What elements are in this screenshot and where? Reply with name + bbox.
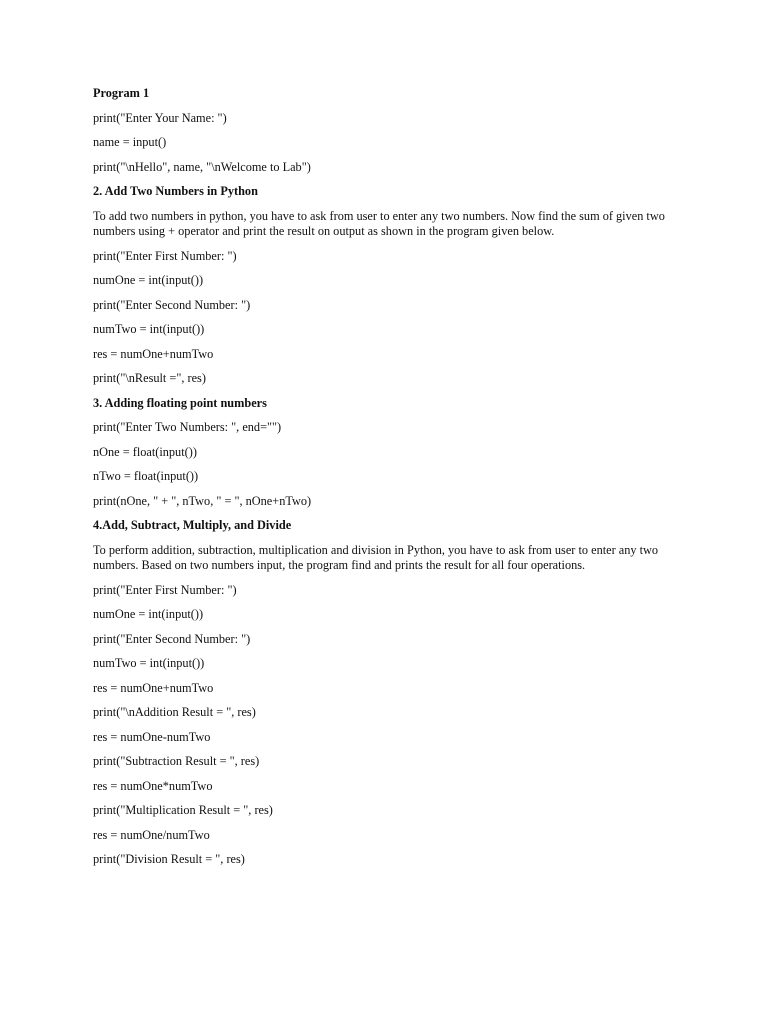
code-line: res = numOne-numTwo bbox=[93, 729, 211, 744]
code-line: print("Enter Two Numbers: ", end="") bbox=[93, 420, 282, 434]
code-line: print("Enter Your Name: ") bbox=[93, 110, 227, 125]
code-line: numOne = int(input()) bbox=[93, 607, 204, 621]
code-line: numTwo = int(input()) bbox=[93, 322, 205, 336]
code-line: print("Division Result = ", res) bbox=[93, 852, 245, 866]
code-line: res = numOne+numTwo bbox=[93, 346, 214, 361]
code-line: print("Enter Second Number: ") bbox=[93, 631, 251, 646]
section-paragraph: To perform addition, subtraction, multiplication and division in Python, you have to ask from user to enter any two numbers. Based on two numbers input, the program find and prints the result for all four operations. bbox=[93, 542, 659, 572]
section-heading: 4.Add, Subtract, Multiply, and Divide bbox=[93, 518, 292, 532]
code-line: name = input() bbox=[93, 135, 167, 149]
code-line: print("Enter First Number: ") bbox=[93, 582, 237, 597]
code-line: print("Multiplication Result = ", res) bbox=[93, 803, 273, 817]
code-line: res = numOne*numTwo bbox=[93, 778, 213, 793]
section-heading: 3. Adding floating point numbers bbox=[93, 395, 267, 410]
section-paragraph: To add two numbers in python, you have to ask from user to enter any two numbers. Now find the sum of given two numbers using + operator and print the result on output as shown in the program given below. bbox=[93, 208, 665, 238]
code-line: nTwo = float(input()) bbox=[93, 469, 199, 483]
code-line: res = numOne+numTwo bbox=[93, 680, 214, 695]
code-line: numTwo = int(input()) bbox=[93, 656, 205, 670]
code-line: print("\nHello", name, "\nWelcome to Lab") bbox=[93, 159, 311, 174]
section-heading: Program 1 bbox=[93, 86, 150, 100]
code-line: numOne = int(input()) bbox=[93, 273, 204, 287]
code-line: print("Enter Second Number: ") bbox=[93, 297, 251, 312]
code-line: print("\nAddition Result = ", res) bbox=[93, 705, 256, 719]
section-heading: 2. Add Two Numbers in Python bbox=[93, 184, 258, 198]
document-page bbox=[93, 86, 683, 877]
code-line: print("Subtraction Result = ", res) bbox=[93, 754, 260, 768]
code-line: res = numOne/numTwo bbox=[93, 827, 210, 842]
code-line: print("Enter First Number: ") bbox=[93, 248, 237, 263]
code-line: nOne = float(input()) bbox=[93, 444, 197, 459]
code-line: print(nOne, " + ", nTwo, " = ", nOne+nTwo) bbox=[93, 493, 312, 508]
code-line: print("\nResult =", res) bbox=[93, 371, 206, 385]
